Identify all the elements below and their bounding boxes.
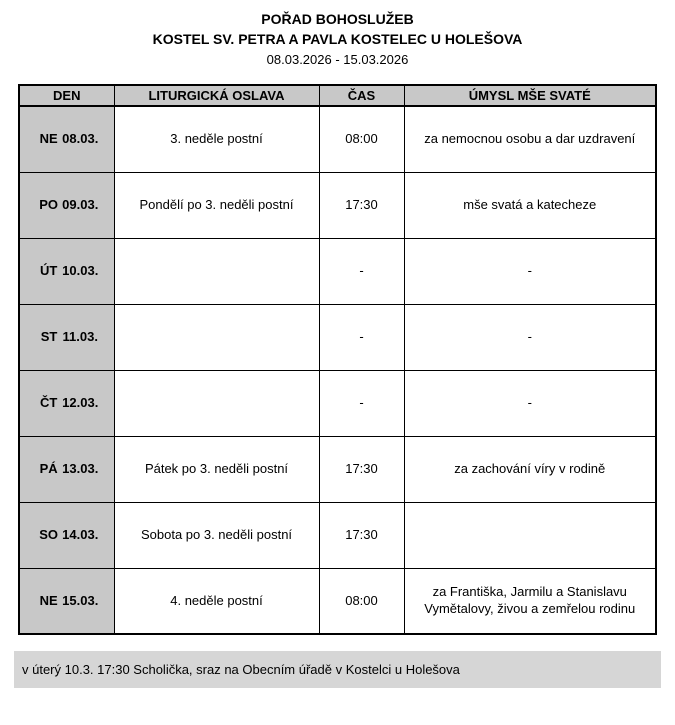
time-cell: - [319, 238, 404, 304]
col-header-cas: ČAS [319, 85, 404, 106]
day-date: 14.03. [62, 526, 99, 542]
time-cell: 08:00 [319, 106, 404, 172]
intention-cell: - [404, 238, 656, 304]
intention-cell: za Františka, Jarmilu a Stanislavu Vymětalovy, živou a zemřelou rodinu [404, 568, 656, 634]
day-abbr: PÁ [39, 460, 58, 476]
liturgy-cell [114, 238, 319, 304]
table-header [19, 85, 656, 106]
day-date: 09.03. [62, 196, 99, 212]
table-body [19, 106, 656, 634]
page-title: POŘAD BOHOSLUŽEB [261, 11, 414, 27]
day-cell [19, 106, 114, 172]
table-row [19, 106, 656, 172]
day-date: 12.03. [62, 394, 99, 410]
day-cell [19, 172, 114, 238]
day-cell [19, 568, 114, 634]
col-header-oslava: LITURGICKÁ OSLAVA [114, 85, 319, 106]
day-cell [19, 304, 114, 370]
liturgy-cell: 3. neděle postní [114, 106, 319, 172]
table-row [19, 238, 656, 304]
liturgy-cell: Sobota po 3. neděli postní [114, 502, 319, 568]
table-row [19, 172, 656, 238]
day-abbr: NE [39, 592, 58, 608]
col-header-umysl: ÚMYSL MŠE SVATÉ [404, 85, 656, 106]
table-row [19, 568, 656, 634]
document-header [0, 0, 675, 69]
table-row [19, 436, 656, 502]
table-row [19, 370, 656, 436]
time-cell: - [319, 304, 404, 370]
intention-cell: za zachování víry v rodině [404, 436, 656, 502]
day-date: 15.03. [62, 592, 99, 608]
day-abbr: ČT [40, 394, 58, 410]
day-abbr: ST [40, 328, 58, 344]
intention-cell: za nemocnou osobu a dar uzdravení [404, 106, 656, 172]
schedule-table [18, 84, 657, 635]
intention-cell [404, 502, 656, 568]
table-header-row [19, 85, 656, 106]
day-date: 10.03. [62, 262, 99, 278]
day-date: 13.03. [62, 460, 99, 476]
intention-cell: - [404, 304, 656, 370]
col-header-den: DEN [19, 85, 114, 106]
intention-cell: mše svatá a katecheze [404, 172, 656, 238]
intention-cell: - [404, 370, 656, 436]
day-abbr: PO [39, 196, 59, 212]
day-date: 11.03. [62, 328, 98, 344]
day-abbr: ÚT [40, 262, 58, 278]
day-cell [19, 238, 114, 304]
time-cell: 17:30 [319, 502, 404, 568]
time-cell: - [319, 370, 404, 436]
liturgy-cell: 4. neděle postní [114, 568, 319, 634]
liturgy-cell: Pátek po 3. neděli postní [114, 436, 319, 502]
footer-note-text: v úterý 10.3. 17:30 Scholička, sraz na Obecním úřadě v Kostelci u Holešova [22, 662, 460, 678]
day-cell [19, 370, 114, 436]
day-abbr: SO [39, 526, 59, 542]
page-subtitle: KOSTEL SV. PETRA A PAVLA KOSTELEC U HOLEŠOVA [152, 30, 523, 47]
day-cell [19, 502, 114, 568]
time-cell: 08:00 [319, 568, 404, 634]
time-cell: 17:30 [319, 436, 404, 502]
table-row [19, 304, 656, 370]
liturgy-cell [114, 304, 319, 370]
date-range: 08.03.2026 - 15.03.2026 [266, 52, 409, 68]
day-abbr: NE [39, 131, 58, 147]
liturgy-cell: Pondělí po 3. neděli postní [114, 172, 319, 238]
liturgy-cell [114, 370, 319, 436]
day-cell [19, 436, 114, 502]
table-row [19, 502, 656, 568]
day-date: 08.03. [62, 131, 99, 147]
time-cell: 17:30 [319, 172, 404, 238]
footer-note [14, 651, 661, 688]
